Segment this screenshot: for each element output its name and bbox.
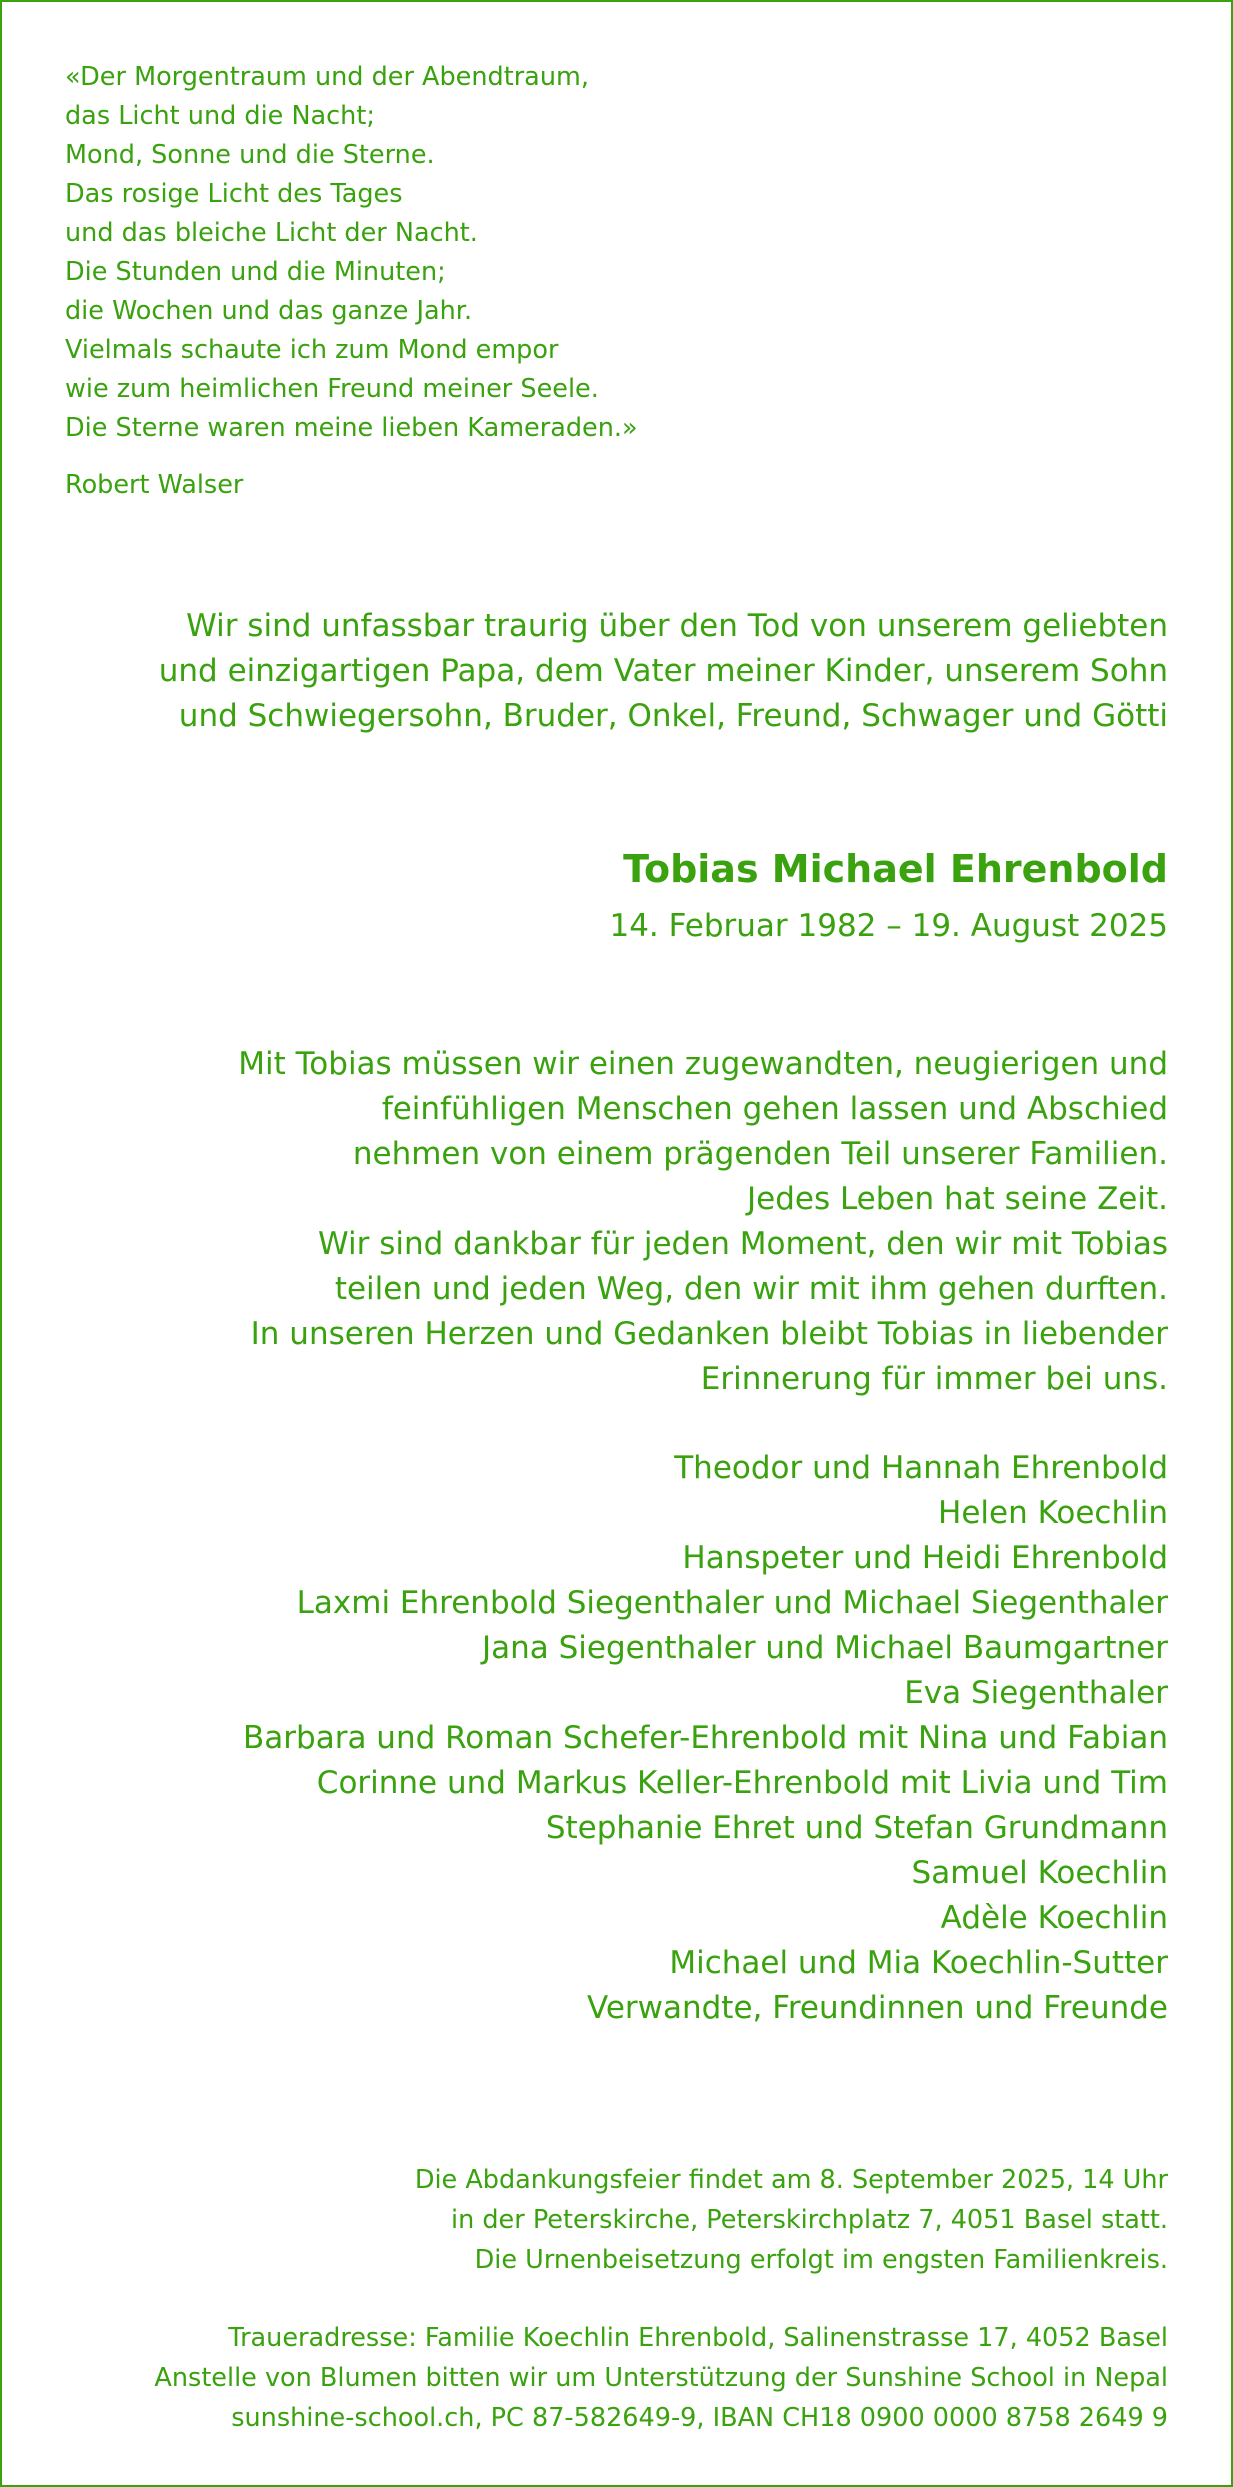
poem-line: die Wochen und das ganze Jahr. [65,296,473,326]
ceremony-line: Die Abdankungsfeier findet am 8. September 2025, 14 Uhr [414,2165,1168,2195]
poem-line: das Licht und die Nacht; [65,101,375,131]
mourner-item: Hanspeter und Heidi Ehrenbold [682,1540,1168,1576]
farewell-message [48,1042,1168,1402]
message-line: Jedes Leben hat seine Zeit. [746,1181,1168,1217]
mourner-item: Theodor und Hannah Ehrenbold [674,1450,1168,1486]
deceased-dates: 14. Februar 1982 – 19. August 2025 [609,908,1168,944]
ceremony-line: Die Urnenbeisetzung erfolgt im engsten Familienkreis. [474,2245,1168,2275]
intro-line: und einzigartigen Papa, dem Vater meiner Kinder, unserem Sohn [158,653,1168,689]
mourner-item: Stephanie Ehret und Stefan Grundmann [545,1810,1168,1846]
poem-line: und das bleiche Licht der Nacht. [65,218,478,248]
mourner-item: Samuel Koechlin [911,1855,1168,1891]
mourner-item: Corinne und Markus Keller-Ehrenbold mit Livia und Tim [316,1765,1168,1801]
message-line: Mit Tobias müssen wir einen zugewandten, neugierigen und [238,1046,1168,1082]
message-line: Wir sind dankbar für jeden Moment, den wir mit Tobias [318,1226,1168,1262]
mourner-item: Jana Siegenthaler und Michael Baumgartner [481,1630,1168,1666]
mourner-item: Michael und Mia Koechlin-Sutter [669,1945,1168,1981]
mourner-item: Adèle Koechlin [940,1900,1168,1936]
address-line: Traueradresse: Familie Koechlin Ehrenbold, Salinenstrasse 17, 4052 Basel [228,2323,1168,2353]
intro-line: und Schwiegersohn, Bruder, Onkel, Freund, Schwager und Götti [178,698,1168,734]
message-line: Erinnerung für immer bei uns. [700,1361,1168,1397]
mourner-item: Verwandte, Freundinnen und Freunde [587,1990,1168,2026]
bank-details-line: sunshine-school.ch, PC 87-582649-9, IBAN CH18 0900 0000 8758 2649 9 [231,2403,1168,2433]
mourner-item: Laxmi Ehrenbold Siegenthaler und Michael Siegenthaler [296,1585,1168,1621]
message-line: nehmen von einem prägenden Teil unserer Familien. [352,1136,1168,1172]
poem-line: «Der Morgentraum und der Abendtraum, [65,62,589,92]
poem-line: wie zum heimlichen Freund meiner Seele. [65,374,599,404]
ceremony-line: in der Peterskirche, Peterskirchplatz 7, 4051 Basel statt. [451,2205,1168,2235]
poem-line: Mond, Sonne und die Sterne. [65,140,435,170]
poem-block [65,58,865,505]
intro-text [48,604,1168,739]
message-line: feinfühligen Menschen gehen lassen und Abschied [381,1091,1168,1127]
mourners-list [48,1446,1168,2031]
intro-line: Wir sind unfassbar traurig über den Tod von unserem geliebten [186,608,1168,644]
poem-line: Die Sterne waren meine lieben Kameraden.» [65,413,638,443]
mourning-address [28,2318,1168,2438]
mourner-item: Barbara und Roman Schefer-Ehrenbold mit Nina und Fabian [243,1720,1168,1756]
deceased-block [168,842,1168,948]
poem-line: Das rosige Licht des Tages [65,179,403,209]
poem-line: Die Stunden und die Minuten; [65,257,446,287]
poem-author: Robert Walser [65,470,244,500]
message-line: teilen und jeden Weg, den wir mit ihm gehen durften. [334,1271,1168,1307]
deceased-name: Tobias Michael Ehrenbold [623,847,1168,891]
mourner-item: Helen Koechlin [938,1495,1168,1531]
poem-line: Vielmals schaute ich zum Mond empor [65,335,559,365]
message-line: In unseren Herzen und Gedanken bleibt Tobias in liebender [250,1316,1168,1352]
donation-line: Anstelle von Blumen bitten wir um Unterstützung der Sunshine School in Nepal [154,2363,1168,2393]
mourner-item: Eva Siegenthaler [904,1675,1168,1711]
ceremony-info [48,2160,1168,2280]
